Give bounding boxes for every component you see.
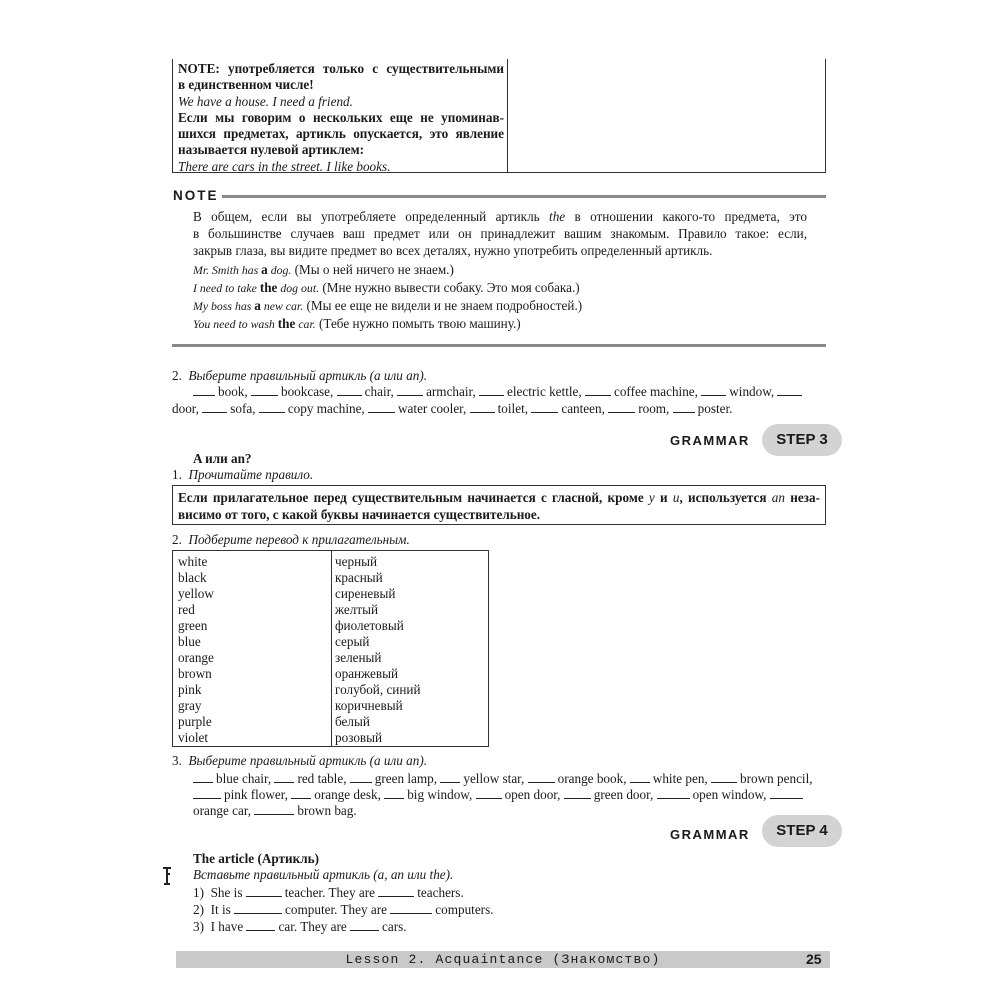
exercise-heading: 3. Выберите правильный артикль (a или an).: [172, 753, 428, 768]
note-body-line: В общем, если вы употребляете определенный артикль the в отношении какого-то предмета, это: [193, 209, 807, 224]
color-ru: оранжевый: [335, 666, 399, 681]
color-en: purple: [178, 714, 212, 729]
example-line: We have a house. I need a friend.: [178, 93, 353, 109]
exercise-line: book, bookcase, chair, armchair, electric kettle, coffee machine, window,: [193, 384, 805, 400]
bookmark-icon: [160, 866, 174, 886]
color-ru: голубой, синий: [335, 682, 421, 697]
exercise-instruction: Вставьте правильный артикль (a, an или the).: [193, 867, 454, 882]
color-ru: розовый: [335, 730, 383, 745]
note-rule: [222, 195, 826, 198]
color-en: brown: [178, 666, 212, 681]
exercise-heading: 2. Подберите перевод к прилагательным.: [172, 532, 410, 547]
note-line: Если мы говорим о нескольких еще не упоминав-: [178, 109, 504, 125]
color-en: orange: [178, 650, 214, 665]
color-ru: серый: [335, 634, 370, 649]
table-divider: [507, 59, 508, 172]
english-colors-column: [178, 554, 214, 746]
color-en: black: [178, 570, 207, 585]
note-example: My boss has a new car. (Мы ее еще не видели и не знаем подробностей.): [193, 298, 583, 313]
exercise-line: blue chair, red table, green lamp, yellow star, orange book, white pen, brown pencil,: [193, 771, 813, 787]
top-note-cell: [178, 61, 504, 175]
note-body-line: закрыв глаза, вы видите предмет во всех деталях, нужно употребить определенный артикль.: [193, 243, 713, 258]
note-line: NOTE: употребляется только с существительными: [178, 61, 504, 76]
note-line: шихся предметах, артикль опускается, это явление: [178, 126, 504, 142]
grammar-label: GRAMMAR: [670, 827, 750, 842]
page-number: 25: [806, 951, 822, 967]
color-ru: желтый: [335, 602, 379, 617]
color-ru: сиреневый: [335, 586, 396, 601]
color-en: red: [178, 602, 195, 617]
color-ru: белый: [335, 714, 370, 729]
exercise-line: pink flower, orange desk, big window, open door, green door, open window,: [193, 787, 806, 803]
color-en: pink: [178, 682, 202, 697]
grammar-label: GRAMMAR: [670, 433, 750, 448]
color-ru: красный: [335, 570, 383, 585]
exercise-line: door, sofa, copy machine, water cooler, toilet, canteen, room, poster.: [172, 401, 733, 416]
footer-bar: [176, 951, 830, 968]
footer-lesson-title: Lesson 2. Acquaintance (Знакомство): [345, 952, 661, 967]
color-ru: зеленый: [335, 650, 382, 665]
step-badge: STEP 3: [762, 424, 842, 456]
rule-text: Если прилагательное перед существительным начинается с гласной, кроме y и u, используется an неза- висимо от того, с какой буквы начинается существительное.: [178, 490, 820, 522]
exercise-heading: 1. Прочитайте правило.: [172, 467, 314, 482]
color-translation-table: [172, 550, 489, 747]
color-en: yellow: [178, 586, 214, 601]
note-line: называется нулевой артиклем:: [178, 142, 364, 158]
note-example: You need to wash the car. (Тебе нужно помыть твою машину.): [193, 316, 521, 331]
note-body: [193, 208, 807, 259]
section-heading: A или an?: [193, 451, 252, 466]
color-en: white: [178, 554, 208, 569]
section-heading: The article (Артикль): [193, 851, 319, 866]
exercise-heading: 2. Выберите правильный артикль (a или an).: [172, 368, 428, 383]
example-line: There are cars in the street. I like books.: [178, 158, 391, 174]
step-badge: STEP 4: [762, 815, 842, 847]
color-ru: коричневый: [335, 698, 403, 713]
exercise-item: 3) I have car. They are cars.: [193, 919, 407, 934]
top-note-table: [172, 59, 826, 173]
note-body-line: в большинстве случаев ваш предмет или он принадлежит вашим знакомым. Правило такое: если,: [193, 226, 807, 241]
color-en: blue: [178, 634, 201, 649]
note-line: в единственном числе!: [178, 77, 314, 93]
table-divider: [331, 551, 332, 746]
note-example: Mr. Smith has a dog. (Мы о ней ничего не знаем.): [193, 262, 454, 277]
color-ru: черный: [335, 554, 378, 569]
note-example: I need to take the dog out. (Мне нужно вывести собаку. Это моя собака.): [193, 280, 580, 295]
rule-box: [172, 485, 826, 525]
exercise-line: orange car, brown bag.: [193, 803, 357, 818]
color-ru: фиолетовый: [335, 618, 404, 633]
note-label: NOTE: [173, 188, 219, 203]
russian-colors-column: [335, 554, 421, 746]
color-en: violet: [178, 730, 209, 745]
color-en: gray: [178, 698, 202, 713]
exercise-item: 2) It is computer. They are computers.: [193, 902, 494, 917]
note-rule-bottom: [172, 344, 826, 347]
color-en: green: [178, 618, 208, 633]
exercise-item: 1) She is teacher. They are teachers.: [193, 885, 464, 900]
